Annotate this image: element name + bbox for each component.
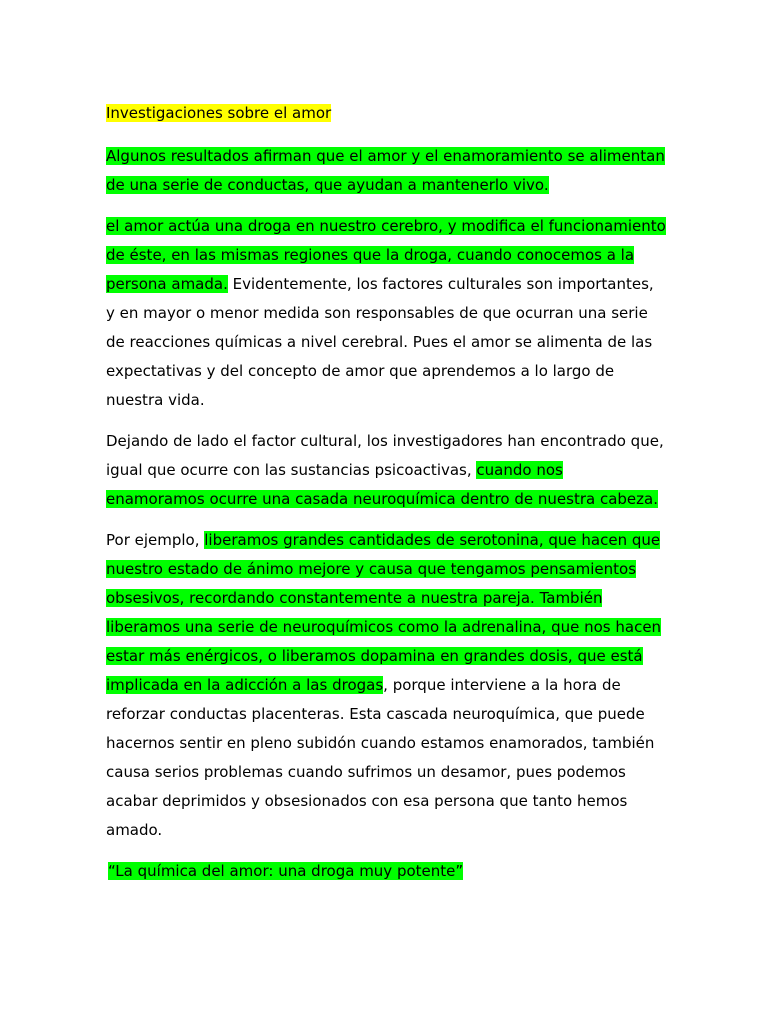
paragraph-3: [106, 427, 666, 514]
paragraph-4: [106, 526, 666, 845]
paragraph-4-lead: Por ejemplo,: [106, 531, 205, 549]
paragraph-2-text: Evidentemente, los factores culturales son importantes, y en mayor o menor medida son responsables de que ocurran una serie de reacciones químicas a nivel cerebral. Pues el amor se alimenta de las expectativas y del concepto de amor que aprendemos a lo largo de nuestra vida.: [106, 275, 654, 409]
paragraph-3-text: Dejando de lado el factor cultural, los investigadores han encontrado que, igual que ocurre con las sustancias psicoactivas,: [106, 432, 664, 479]
paragraph-4-highlight: liberamos grandes cantidades de serotonina, que hacen que nuestro estado de ánimo mejore y causa que tengamos pensamientos obsesivos, recordando constantemente a nuestra pareja. También liberamos una serie de neuroquímicos como la adrenalina, que nos hacen estar más enérgicos, o liberamos dopamina en grandes dosis, que está implicada en la adicción a las drogas: [106, 531, 662, 694]
closing-quote: [106, 857, 666, 886]
paragraph-1-highlight: Algunos resultados afirman que el amor y el enamoramiento se alimentan de una serie de conductas, que ayudan a mantenerlo vivo.: [106, 147, 665, 194]
document-title: [106, 99, 666, 128]
paragraph-1: [106, 142, 666, 200]
closing-quote-text: “La química del amor: una droga muy potente”: [108, 862, 464, 880]
title-text: Investigaciones sobre el amor: [106, 104, 332, 122]
document-body: [106, 99, 666, 886]
paragraph-2-highlight: el amor actúa una droga en nuestro cerebro, y modifica el funcionamiento de éste, en las mismas regiones que la droga, cuando conocemos a la persona amada.: [106, 217, 666, 293]
paragraph-2: [106, 212, 666, 415]
paragraph-3-highlight: cuando nos enamoramos ocurre una casada neuroquímica dentro de nuestra cabeza.: [106, 461, 658, 508]
paragraph-4-text: , porque interviene a la hora de reforzar conductas placenteras. Esta cascada neuroquímica, que puede hacernos sentir en pleno subidón cuando estamos enamorados, también causa serios problemas cuando sufrimos un desamor, pues podemos acabar deprimidos y obsesionados con esa persona que tanto hemos amado.: [106, 676, 655, 839]
